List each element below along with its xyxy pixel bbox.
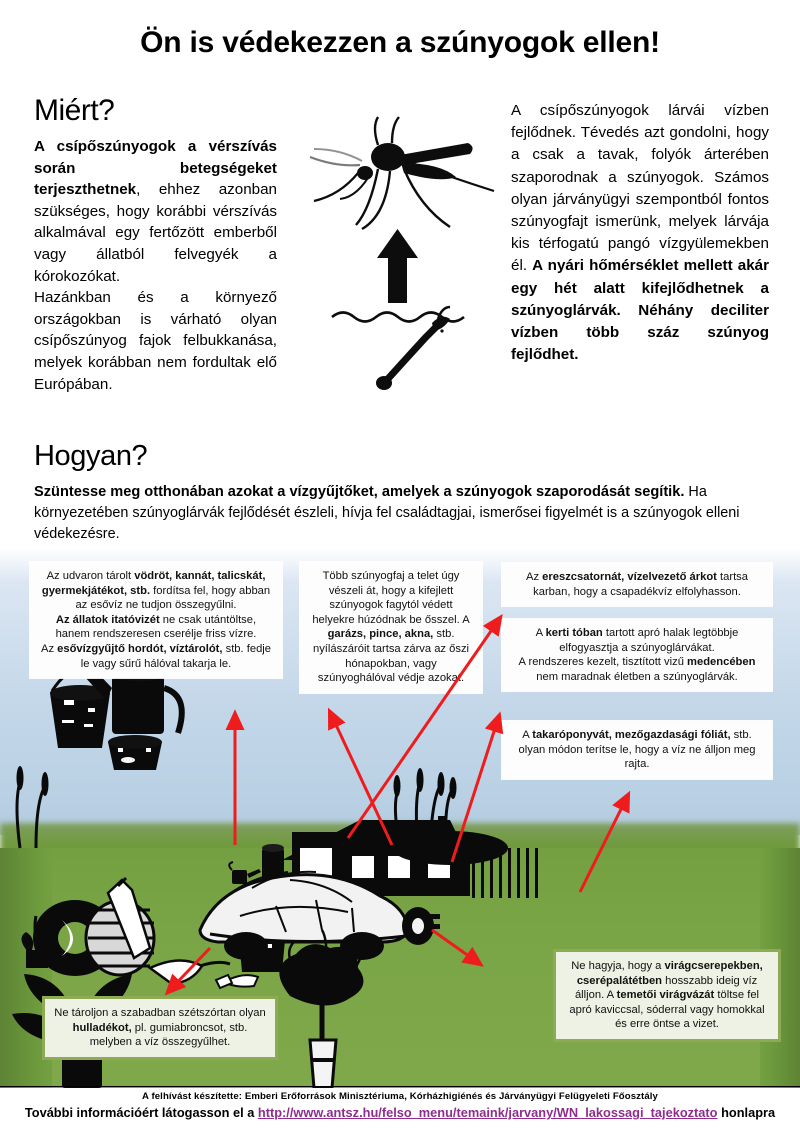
footer-divider: [0, 1086, 800, 1087]
how-lead-text: [34, 482, 770, 545]
section-heading-why: Miért?: [34, 94, 115, 127]
callout-tarp: A takaróponyvát, mezőgazdasági fóliát, stb. olyan módon terítse le, hogy a víz ne álljon meg rajta.: [502, 721, 772, 779]
callout-gutter: Az ereszcsatornát, vízelvezető árkot tartsa karban, hogy a csapadékvíz elfolyhasson.: [502, 563, 772, 606]
pet-bowl-icon: [108, 735, 162, 770]
adult-mosquito-icon: [310, 117, 494, 229]
grave-vase-flowers-icon: [279, 930, 363, 1088]
callout-garage-cellar: Több szúnyogfaj a telet úgy vészeli át, hogy a kifejlett szúnyogok fagytól védett helyekre húzódnak be ősszel. A garázs, pince, akna, stb. nyílászáróit tartsa zárva az őszi hónapokban, vagy szúnyoghálóval védje azokat.: [300, 562, 482, 693]
callout-containers: Az udvaron tárolt vödröt, kannát, talicskát, gyermekjátékot, stb. fordítsa fel, hogy abban az esővíz ne tudjon összegyűlni. Az állatok itatóvizét ne csak utántöltse, hanem rendszeresen cserélje friss vízre. Az esővízgyűjtő hordót, víztárolót, stb. fedje le vagy sűrű hálóval takarja le.: [30, 562, 282, 678]
why-left-paragraph: A csípőszúnyogok a vérszívás során betegségeket terjeszthetnek, ehhez azonban szükséges, hogy korábbi vérszívás alkalmával egy fertőzött emberből vagy állatból felvegyék a kórokozókat. Hazánkban és a környező országokban is várható olyan csípőszúnyog fajok felbukkanása, melyek korábban nem fordultak elő Európában.: [34, 138, 277, 393]
footer-link-prefix: További információért látogasson el a: [24, 1105, 258, 1120]
section-heading-how: Hogyan?: [34, 440, 148, 472]
house-window: [352, 856, 374, 878]
how-lead-rest: Ha környezetében szúnyoglárvák fejlődését észleli, hívja fel családtagjai, ismerősei figyelmét is a szúnyogok elleni védekezésre.: [34, 484, 740, 542]
mosquito-larva-icon: [376, 307, 450, 390]
up-arrow-icon: [377, 229, 418, 303]
garden-pond-icon: [392, 831, 508, 865]
callout-pond-pool: A kerti tóban tartott apró halak legtöbbje elfogyasztja a szúnyoglárvákat. A rendszeres kezelt, tisztított vizű medencében nem maradnak életben a szúnyoglárvák.: [502, 619, 772, 691]
spare-tire-icon: [402, 907, 440, 945]
callout-flowerpots: Ne hagyja, hogy a virágcserepekben, cserépalátétben hosszabb ideig víz álljon. A temetői virágvázát töltse fel apró kaviccsal, sóderral vagy homokkal és erre öntse a vizet.: [553, 949, 781, 1042]
tarp-patch-icon: [300, 845, 360, 863]
antsz-website-link[interactable]: http://www.antsz.hu/felso_menu/temaink/jarvany/WN_lakossagi_tajekoztato: [257, 1105, 718, 1120]
mosquito-lifecycle-illustration: [300, 105, 500, 395]
callout-waste: Ne tároljon a szabadban szétszórtan olyan hulladékot, pl. gumiabroncsot, stb. melyben a víz összegyűlhet.: [42, 996, 278, 1060]
how-lead-bold: Szüntesse meg otthonában azokat a vízgyűjtőket, amelyek a szúnyogok szaporodását segítik.: [34, 484, 685, 500]
why-right-paragraph: A csípőszúnyogok lárvái vízben fejlődnek. Tévedés azt gondolni, hogy a csak a tavak, folyók árterében szaporodnak a szúnyogok. Számos olyan járványügyi szempontból fontos szúnyogfajt ismerünk, melyek lárvája kis térfogatú pangó vízgyülemekben él. A nyári hőmérséklet mellett akár egy hét alatt kifejlődhetnek a szúnyoglárvák. Néhány deciliter vízben több száz szúnyog fejlődhet.: [511, 102, 769, 364]
footer-link-line: [0, 1105, 800, 1120]
reeds-left-icon: [17, 766, 49, 848]
footer-credit: A felhívást készítette: Emberi Erőforrások Minisztériuma, Kórházhigiénés és Járványügyi Felügyeleti Főosztály: [142, 1091, 658, 1102]
page-title: Ön is védekezzen a szúnyogok ellen!: [140, 26, 660, 59]
footer-link-suffix: honlapra: [717, 1105, 776, 1120]
